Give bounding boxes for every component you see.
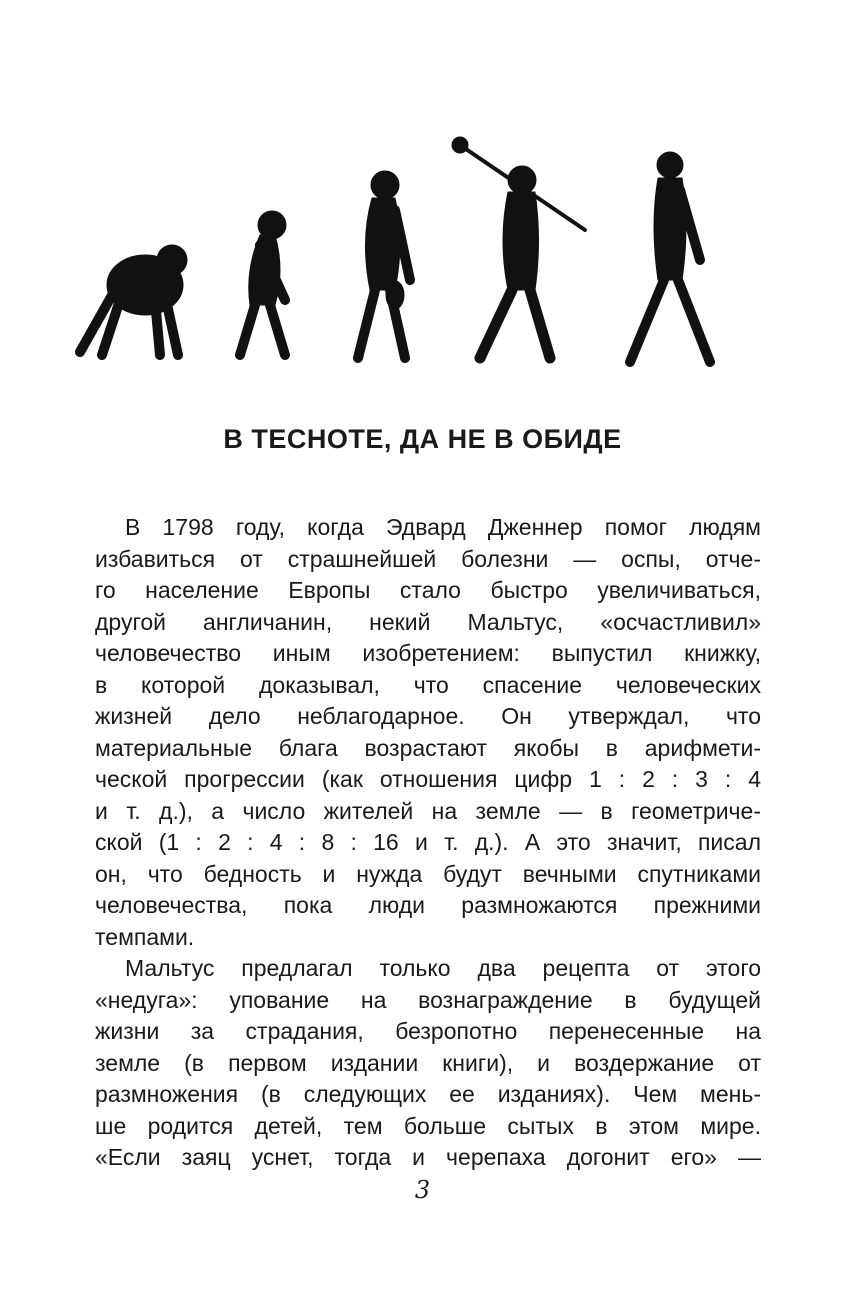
homo-erectus-figure-icon	[452, 137, 585, 358]
text-line: ческой прогрессии (как отношения цифр 1 : 2 : 3 : 4	[95, 766, 761, 792]
body-text	[95, 512, 761, 1174]
text-line: ской (1 : 2 : 4 : 8 : 16 и т. д.). А это значит, писал	[95, 829, 761, 855]
paragraph	[95, 953, 761, 1174]
text-line: темпами.	[95, 923, 195, 950]
text-line: го население Европы стало быстро увеличиваться,	[95, 577, 761, 603]
chapter-title: В ТЕСНОТЕ, ДА НЕ В ОБИДЕ	[223, 424, 622, 454]
page-number: 3	[414, 1176, 431, 1204]
paragraph	[95, 512, 761, 953]
text-line: Мальтус предлагал только два рецепта от этого	[125, 955, 761, 981]
text-line: жизней дело неблагодарное. Он утверждал, что	[95, 703, 761, 729]
text-line: человечество иным изобретением: выпустил книжку,	[95, 640, 761, 666]
text-line: в которой доказывал, что спасение человеческих	[95, 671, 761, 698]
text-line: ше родится детей, тем больше сытых в этом мире.	[95, 1112, 761, 1139]
text-line: «недуга»: упование на вознаграждение в будущей	[95, 986, 761, 1013]
text-line: другой англичанин, некий Мальтус, «осчастливил»	[95, 608, 761, 635]
ape-figure-icon	[80, 245, 187, 355]
australopithecus-figure-icon	[358, 171, 410, 358]
text-line: и т. д.), а число жителей на земле — в геометриче-	[95, 797, 761, 824]
text-line: В 1798 году, когда Эдвард Дженнер помог людям	[125, 514, 761, 540]
text-line: жизни за страдания, безропотно перенесенные на	[95, 1018, 761, 1044]
text-line: размножения (в следующих ее изданиях). Чем мень-	[95, 1081, 761, 1107]
text-line: избавиться от страшнейшей болезни — оспы, отче-	[95, 545, 761, 572]
text-line: «Если заяц уснет, тогда и черепаха догонит его» —	[95, 1144, 761, 1170]
early-hominid-figure-icon	[240, 211, 286, 355]
text-line: он, что бедность и нужда будут вечными спутниками	[95, 860, 761, 887]
evolution-of-man-icon	[60, 130, 800, 380]
text-line: человечества, пока люди размножаются прежними	[95, 892, 761, 918]
modern-human-figure-icon	[630, 152, 710, 362]
text-line: земле (в первом издании книги), и воздержание от	[95, 1049, 761, 1076]
text-line: материальные блага возрастают якобы в арифмети-	[95, 734, 761, 761]
